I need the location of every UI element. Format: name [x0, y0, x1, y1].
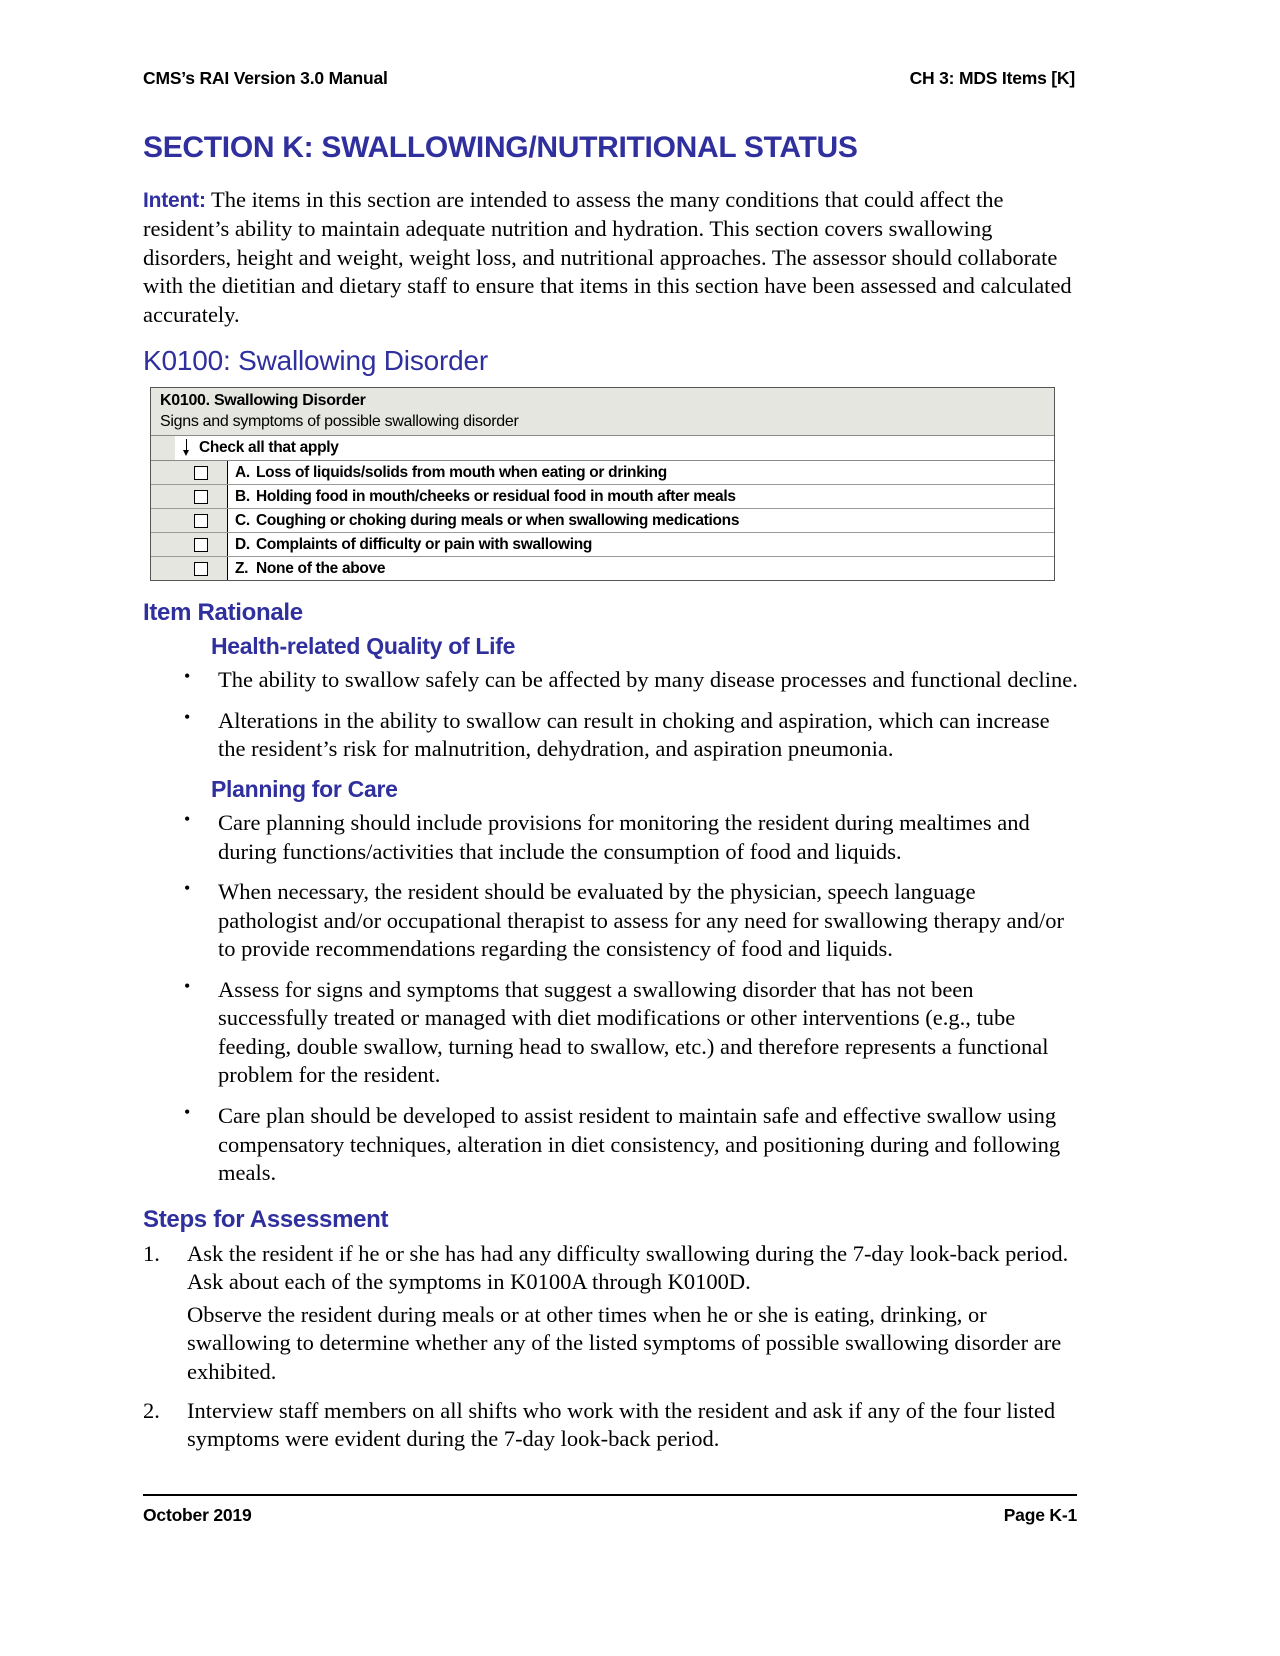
mds-row-text-z: None of the above	[256, 559, 386, 577]
footer-page-number: Page K-1	[1003, 1505, 1077, 1525]
mds-row-letter-a: A.	[235, 463, 250, 481]
mds-row-letter-d: D.	[235, 535, 250, 553]
check-all-that-apply-label: Check all that apply	[199, 439, 339, 457]
checkbox-cell-b[interactable]	[175, 485, 228, 508]
mds-form-header	[151, 388, 1054, 436]
mds-row-c[interactable]	[151, 509, 1054, 533]
checkbox-z[interactable]	[194, 562, 208, 576]
mds-gutter	[151, 557, 175, 580]
mds-row-letter-z: Z.	[235, 559, 249, 577]
running-head-left: CMS’s RAI Version 3.0 Manual	[143, 68, 388, 88]
steps-list	[143, 1240, 1078, 1297]
mds-gutter	[151, 509, 175, 532]
page-content	[143, 132, 1078, 1458]
heading-item-rationale: Item Rationale	[143, 599, 303, 627]
list-item: • Care plan should be developed to assist resident to maintain safe and effective swallow using compensatory techniques, alteration in diet consistency, and positioning during and following meals.	[143, 1102, 1078, 1188]
running-head	[143, 68, 1075, 89]
step-number: 2.	[143, 1397, 160, 1423]
page-title: SECTION K: SWALLOWING/NUTRITIONAL STATUS	[143, 131, 858, 164]
checkbox-b[interactable]	[194, 490, 208, 504]
mds-form-title: K0100. Swallowing Disorder	[160, 392, 366, 410]
mds-row-text-a: Loss of liquids/solids from mouth when eating or drinking	[256, 463, 667, 481]
mds-row-d[interactable]	[151, 533, 1054, 557]
checkbox-cell-a[interactable]	[175, 461, 228, 484]
mds-gutter	[151, 533, 175, 556]
mds-row-a[interactable]	[151, 461, 1054, 485]
step1-continuation-paragraph: Observe the resident during meals or at other times when he or she is eating, drinking, or swallowing to determine whether any of the listed symptoms of possible swallowing disorder are exhibited.	[187, 1301, 1062, 1384]
checkbox-cell-c[interactable]	[175, 509, 228, 532]
mds-form-instruction-row	[151, 436, 1054, 461]
list-item: • When necessary, the resident should be evaluated by the physician, speech language pathologist and/or occupational therapist to assess for any need for swallowing therapy and/or to provide recommendations regarding the consistency of food and liquids.	[143, 878, 1078, 964]
intent-label: Intent:	[143, 189, 206, 213]
step-text: Interview staff members on all shifts who work with the resident and ask if any of the four listed symptoms were evident during the 7-day look-back period.	[187, 1397, 1056, 1452]
mds-row-label-c	[228, 509, 1054, 532]
steps-list-continued	[143, 1397, 1078, 1454]
mds-row-text-c: Coughing or choking during meals or when swallowing medications	[256, 511, 740, 529]
intent-text: The items in this section are intended to assess the many conditions that could affect the resident’s ability to maintain adequate nutrition and hydration. This section covers swallowing disorders, height and weight, weight loss, and nutritional approaches. The assessor should collaborate with the dietitian and dietary staff to ensure that items in this section have been assessed and calculated accurately.	[143, 187, 1072, 327]
footer-date: October 2019	[143, 1505, 252, 1525]
list-item: • Assess for signs and symptoms that suggest a swallowing disorder that has not been successfully treated or managed with diet modifications or other interventions (e.g., tube feeding, double swallow, turning head to swallow, etc.) and therefore represents a functional problem for the resident.	[143, 976, 1078, 1090]
planning-bullet-list	[143, 809, 1078, 1188]
mds-form-k0100	[150, 387, 1055, 581]
down-arrow-icon	[175, 436, 197, 460]
running-head-right: CH 3: MDS Items [K]	[909, 68, 1075, 88]
heading-planning-for-care: Planning for Care	[211, 775, 398, 802]
mds-gutter	[151, 436, 175, 460]
mds-row-label-z	[228, 557, 1054, 580]
mds-row-letter-b: B.	[235, 487, 250, 505]
mds-row-label-a	[228, 461, 1054, 484]
mds-row-label-d	[228, 533, 1054, 556]
mds-row-text-b: Holding food in mouth/cheeks or residual food in mouth after meals	[256, 487, 736, 505]
mds-form-subtitle: Signs and symptoms of possible swallowing disorder	[160, 413, 519, 431]
page-footer	[143, 1505, 1077, 1526]
checkbox-d[interactable]	[194, 538, 208, 552]
list-item: • Alterations in the ability to swallow can result in choking and aspiration, which can increase the resident’s risk for malnutrition, dehydration, and aspiration pneumonia.	[143, 707, 1078, 764]
item-heading-k0100: K0100: Swallowing Disorder	[143, 345, 488, 377]
checkbox-a[interactable]	[194, 466, 208, 480]
heading-health-related-quality-of-life: Health-related Quality of Life	[211, 633, 516, 660]
checkbox-c[interactable]	[194, 514, 208, 528]
mds-row-b[interactable]	[151, 485, 1054, 509]
step-number: 1.	[143, 1240, 160, 1266]
mds-row-text-d: Complaints of difficulty or pain with swallowing	[256, 535, 593, 553]
step-text: Ask the resident if he or she has had any difficulty swallowing during the 7-day look-back period. Ask about each of the symptoms in K0100A through K0100D.	[187, 1240, 1069, 1295]
mds-gutter	[151, 485, 175, 508]
checkbox-cell-d[interactable]	[175, 533, 228, 556]
checkbox-cell-z[interactable]	[175, 557, 228, 580]
list-item: • Care planning should include provisions for monitoring the resident during mealtimes and during functions/activities that include the consumption of food and liquids.	[143, 809, 1078, 866]
list-item: • The ability to swallow safely can be affected by many disease processes and functional decline.	[143, 666, 1078, 695]
list-item	[143, 1397, 1078, 1454]
mds-row-label-b	[228, 485, 1054, 508]
list-item	[143, 1240, 1078, 1297]
mds-row-z[interactable]	[151, 557, 1054, 580]
intent-paragraph	[143, 186, 1078, 329]
mds-row-letter-c: C.	[235, 511, 250, 529]
heading-steps-for-assessment: Steps for Assessment	[143, 1205, 389, 1233]
hrqol-bullet-list	[143, 666, 1078, 764]
footer-divider	[143, 1494, 1077, 1496]
mds-gutter	[151, 461, 175, 484]
